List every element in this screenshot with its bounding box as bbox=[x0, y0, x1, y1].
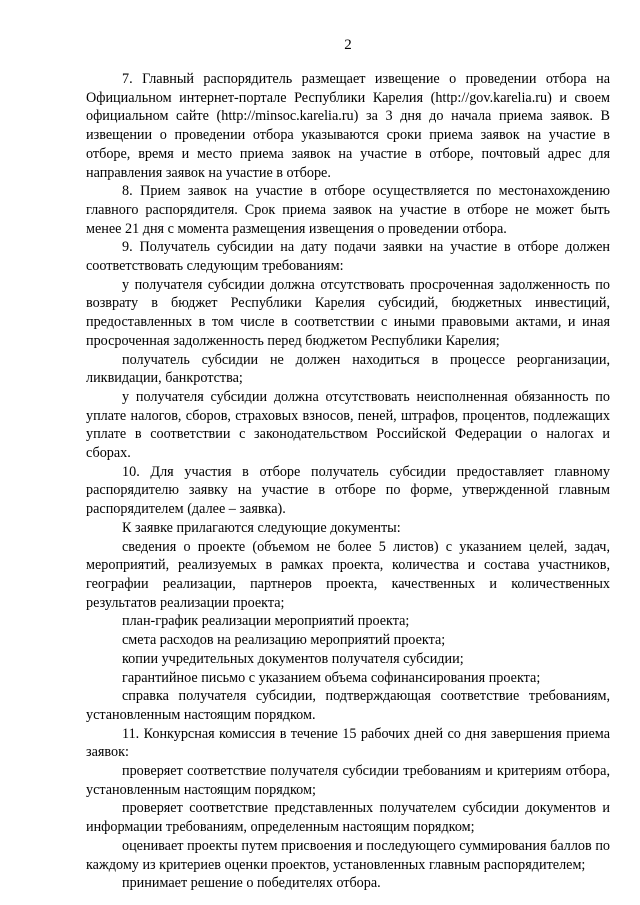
paragraph-8-application-intake: 8. Прием заявок на участие в отборе осуществляется по местонахождению главного распорядителя. Срок приема заявок на участие в отборе не может быть менее 21 дня с момента размещения извещения о проведении отбора. bbox=[86, 183, 610, 237]
requirement-no-reorganization: получатель субсидии не должен находиться в процессе реорганизации, ликвидации, банкротства; bbox=[86, 351, 610, 387]
requirement-no-tax-obligations: у получателя субсидии должна отсутствовать неисполненная обязанность по уплате налогов, сборов, страховых взносов, пеней, штрафов, процентов, подлежащих уплате в соответствии с законодательством Российской Федерации о налогах и сборах. bbox=[86, 388, 610, 462]
attached-documents-intro: К заявке прилагаются следующие документы: bbox=[122, 519, 401, 536]
page-number: 2 bbox=[344, 37, 352, 53]
document-compliance-certificate: справка получателя субсидии, подтверждающая соответствие требованиям, установленным настоящим порядком. bbox=[86, 688, 610, 723]
commission-decides-winners: принимает решение о победителях отбора. bbox=[122, 875, 381, 892]
paragraph-11-commission: 11. Конкурсная комиссия в течение 15 рабочих дней со дня завершения приема заявок: bbox=[86, 725, 610, 761]
commission-checks-documents: проверяет соответствие представленных получателем субсидии документов и информации требованиям, определенным настоящим порядком; bbox=[86, 800, 610, 836]
document-schedule: план-график реализации мероприятий проекта; bbox=[122, 613, 410, 630]
paragraph-9-requirements-intro: 9. Получатель субсидии на дату подачи заявки на участие в отборе должен соответствовать следующим требованиям: bbox=[86, 239, 610, 275]
commission-checks-requirements: проверяет соответствие получателя субсидии требованиям и критериям отбора, установленным настоящим порядком; bbox=[86, 763, 610, 798]
document-cost-estimate: смета расходов на реализацию мероприятий проекта; bbox=[122, 632, 446, 649]
document-founding-copies: копии учредительных документов получателя субсидии; bbox=[122, 650, 464, 667]
paragraph-7-announcement: 7. Главный распорядитель размещает извещение о проведении отбора на Официальном интернет-портале Республики Карелия (http://gov.karelia.ru) и своем официальном сайте (http://minsoc.karelia.ru) за 3 дня до начала приема заявок. В извещении о проведении отбора указываются сроки приема заявок на участие в отборе, время и место приема заявок на участие в отборе, почтовый адрес для направления заявок на участие в отборе. bbox=[86, 71, 610, 181]
document-project-info: сведения о проекте (объемом не более 5 листов) с указанием целей, задач, мероприятий, реализуемых в рамках проекта, количества и состава участников, географии реализации, партнеров проекта, качественных и количественных результатов реализации проекта; bbox=[86, 538, 610, 611]
document-page bbox=[86, 36, 610, 893]
document-guarantee-letter: гарантийное письмо с указанием объема софинансирования проекта; bbox=[122, 669, 541, 686]
requirement-no-overdue-debt: у получателя субсидии должна отсутствовать просроченная задолженность по возврату в бюджет Республики Карелия субсидий, бюджетных инвестиций, предоставленных в том числе в соответствии с иными правовыми актами, и иная просроченная задолженность перед бюджетом Республики Карелия; bbox=[86, 276, 610, 349]
commission-evaluates-projects: оценивает проекты путем присвоения и последующего суммирования баллов по каждому из критериев оценки проектов, установленных главным распорядителем; bbox=[86, 837, 610, 873]
paragraph-10-application-form: 10. Для участия в отборе получатель субсидии предоставляет главному распорядителю заявку на участие в отборе по форме, утвержденной главным распорядителем (далее – заявка). bbox=[86, 463, 610, 518]
